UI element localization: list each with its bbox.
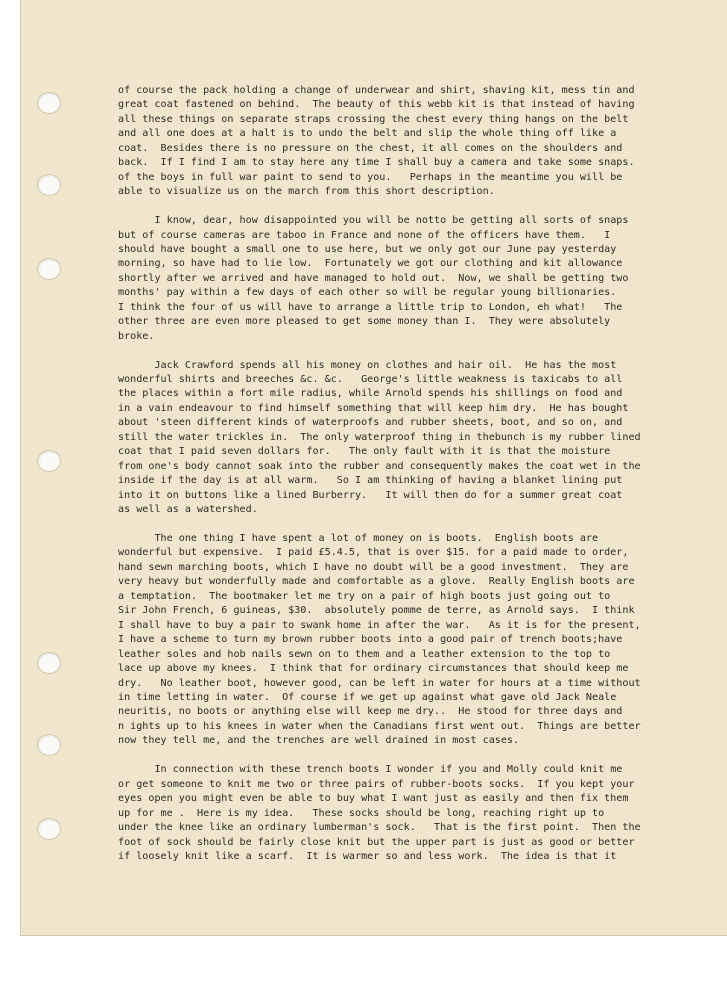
text-line: as well as a watershed. [118,504,258,516]
text-line: neuritis, no boots or anything else will keep me dry.. He stood for three days and [118,706,623,718]
text-line: In connection with these trench boots I wonder if you and Molly could knit me [118,764,623,776]
text-line: of the boys in full war paint to send to you. Perhaps in the meantime you will be [118,171,623,183]
punch-hole [37,652,61,674]
text-line: under the knee like an ordinary lumberman's sock. That is the first point. Then the [118,822,641,834]
text-line: all these things on separate straps crossing the chest every thing hangs on the belt [118,113,629,125]
text-line: hand sewn marching boots, which I have no doubt will be a good investment. They are [118,561,629,573]
text-line: a temptation. The bootmaker let me try on a pair of high boots just going out to [118,590,611,602]
punch-hole [37,818,61,840]
text-line: Jack Crawford spends all his money on clothes and hair oil. He has the most [118,359,617,371]
text-line: up for me . Here is my idea. These socks should be long, reaching right up to [118,807,605,819]
paragraph [118,763,726,864]
text-line: shortly after we arrived and have managed to hold out. Now, we shall be getting two [118,272,629,284]
text-line: coat. Besides there is no pressure on the chest, it all comes on the shoulders and [118,142,623,154]
text-line: about 'steen different kinds of waterproofs and rubber sheets, boot, and so on, and [118,417,623,429]
text-line: very heavy but wonderfully made and comfortable as a glove. Really English boots are [118,576,635,588]
text-line: wonderful shirts and breeches &c. &c. George's little weakness is taxicabs to all [118,374,623,386]
text-line: The one thing I have spent a lot of money on is boots. English boots are [118,533,599,544]
text-line: foot of sock should be fairly close knit but the upper part is just as good or better [118,836,635,848]
paragraph [118,84,726,200]
text-line: still the water trickles in. The only waterproof thing in thebunch is my rubber lined [118,431,641,443]
punch-hole [37,734,61,756]
text-line: months' pay within a few days of each other so will be regular young billionaries. [118,287,617,299]
text-line: great coat fastened on behind. The beauty of this webb kit is that instead of having [118,99,635,111]
paragraph [118,359,726,518]
text-line: and all one does at a halt is to undo the belt and slip the whole thing off like a [118,128,617,140]
text-line: lace up above my knees. I think that for ordinary circumstances that should keep me [118,663,629,675]
text-line: inside if the day is at all warm. So I am thinking of having a blanket lining put [118,475,623,487]
paragraph [118,214,726,344]
text-line: I know, dear, how disappointed you will be notto be getting all sorts of snaps [118,215,629,227]
text-line: other three are even more pleased to get some money than I. They were absolutely [118,316,611,328]
text-line: in time letting in water. Of course if we get up against what gave old Jack Neale [118,691,617,703]
text-line: n ights up to his knees in water when the Canadians first went out. Things are better [118,720,641,732]
text-line: of course the pack holding a change of underwear and shirt, shaving kit, mess tin and [118,85,635,96]
text-line: into it on buttons like a lined Burberry. It will then do for a summer great coat [118,489,623,501]
text-line: in a vain endeavour to find himself something that will keep him dry. He has bought [118,402,629,414]
text-line: back. If I find I am to stay here any time I shall buy a camera and take some snaps. [118,157,635,169]
punch-hole [37,174,61,196]
punch-hole [37,258,61,280]
punch-hole [37,450,61,472]
text-line: the places within a fort mile radius, while Arnold spends his shillings on food and [118,388,623,400]
text-line: or get someone to knit me two or three pairs of rubber-boots socks. If you kept your [118,778,635,790]
text-line: dry. No leather boot, however good, can be left in water for hours at a time without [118,677,641,689]
text-line: should have bought a small one to use here, but we only got our June pay yesterday [118,243,617,255]
text-line: Sir John French, 6 guineas, $30. absolutely pomme de terre, as Arnold says. I think [118,605,635,617]
text-line: broke. [118,330,155,342]
text-line: leather soles and hob nails sewn on to them and a leather extension to the top to [118,648,611,660]
punch-hole [37,92,61,114]
letter-body [118,84,726,879]
text-line: I shall have to buy a pair to swank home in after the war. As it is for the present, [118,619,641,631]
text-line: if loosely knit like a scarf. It is warmer so and less work. The idea is that it [118,850,617,862]
text-line: coat that I paid seven dollars for. The only fault with it is that the moisture [118,446,611,458]
text-line: now they tell me, and the trenches are well drained in most cases. [118,735,520,747]
paragraph [118,532,726,749]
text-line: able to visualize us on the march from this short description. [118,186,495,198]
text-line: morning, so have had to lie low. Fortunately we got our clothing and kit allowance [118,258,623,270]
text-line: I think the four of us will have to arrange a little trip to London, eh what! The [118,301,623,313]
text-line: eyes open you might even be able to buy what I want just as easily and then fix them [118,793,629,805]
text-line: wonderful but expensive. I paid £5.4.5, that is over $15. for a paid made to order, [118,547,629,559]
text-line: from one's body cannot soak into the rubber and consequently makes the coat wet in the [118,460,641,472]
text-line: but of course cameras are taboo in France and none of the officers have them. I [118,229,611,241]
text-line: I have a scheme to turn my brown rubber boots into a good pair of trench boots;have [118,634,623,646]
